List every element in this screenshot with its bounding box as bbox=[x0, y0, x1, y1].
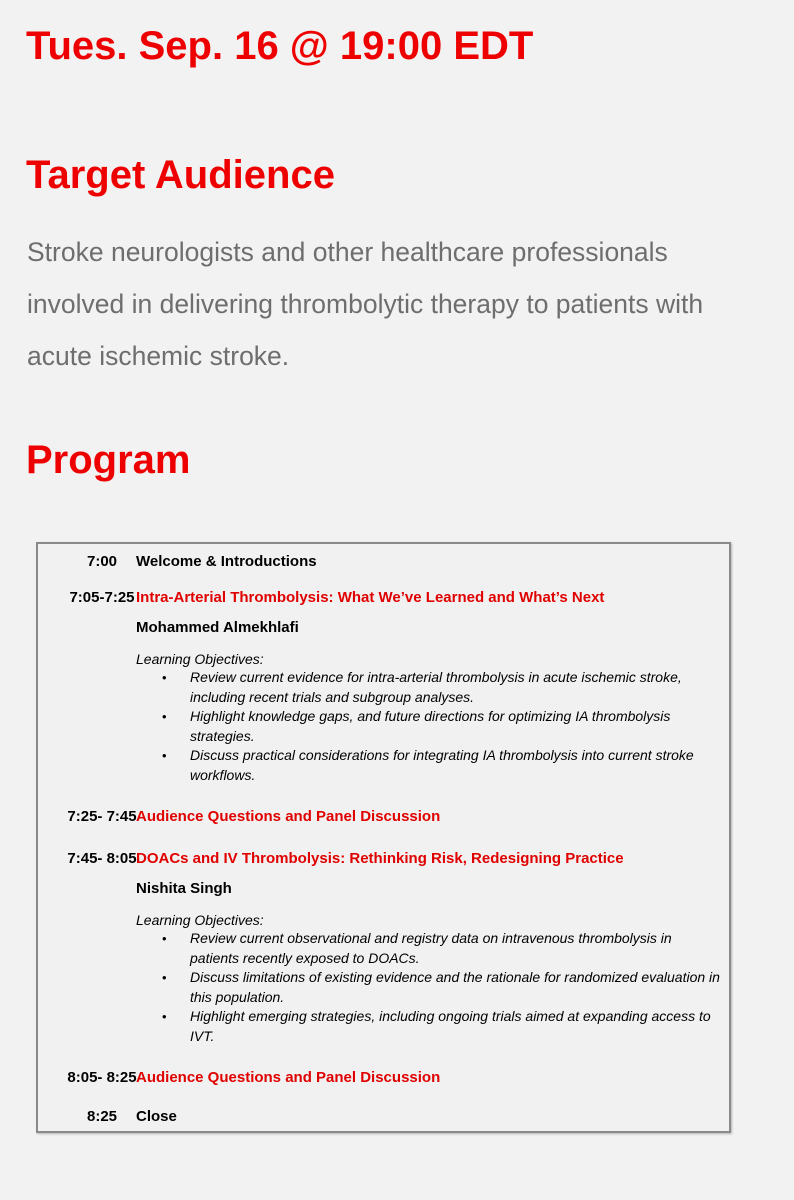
list-item: • Review current observational and registry data on intravenous thrombolysis in patients recently exposed to DOACs. bbox=[162, 930, 672, 966]
schedule-title: Intra-Arterial Thrombolysis: What We’ve Learned and What’s Next bbox=[136, 589, 605, 606]
learning-objectives-list bbox=[136, 929, 721, 1046]
bullet-icon: • bbox=[162, 970, 167, 985]
learning-objectives-list bbox=[136, 668, 721, 785]
target-audience-heading: Target Audience bbox=[26, 153, 335, 197]
schedule-title: Close bbox=[136, 1108, 177, 1125]
schedule-title: Welcome & Introductions bbox=[136, 553, 317, 570]
schedule-title: Audience Questions and Panel Discussion bbox=[136, 808, 441, 825]
list-item: • Highlight emerging strategies, including ongoing trials aimed at expanding access to IVT. bbox=[162, 1008, 711, 1044]
list-item: • Highlight knowledge gaps, and future directions for optimizing IA thrombolysis strategies. bbox=[162, 708, 671, 744]
schedule-time: 7:00 bbox=[86, 553, 118, 570]
bullet-icon: • bbox=[162, 709, 167, 724]
schedule-time: 8:05- 8:25 bbox=[67, 1069, 137, 1086]
bullet-icon: • bbox=[162, 670, 167, 685]
event-date-heading: Tues. Sep. 16 @ 19:00 EDT bbox=[26, 24, 534, 68]
list-item: • Discuss limitations of existing evidence and the rationale for randomized evaluation in this population. bbox=[162, 969, 720, 1005]
schedule-time: 7:05-7:25 bbox=[69, 589, 135, 606]
schedule-title: DOACs and IV Thrombolysis: Rethinking Risk, Redesigning Practice bbox=[136, 850, 624, 867]
program-heading: Program bbox=[26, 438, 191, 482]
speaker-name: Mohammed Almekhlafi bbox=[136, 619, 299, 636]
bullet-icon: • bbox=[162, 931, 167, 946]
learning-objectives-label: Learning Objectives: bbox=[136, 651, 264, 667]
learning-objectives-label: Learning Objectives: bbox=[136, 912, 264, 928]
speaker-name: Nishita Singh bbox=[136, 880, 232, 897]
program-schedule-card bbox=[36, 542, 731, 1133]
list-item: • Discuss practical considerations for integrating IA thrombolysis into current stroke workflows. bbox=[162, 747, 694, 783]
list-item: • Review current evidence for intra-arterial thrombolysis in acute ischemic stroke, including recent trials and subgroup analyses. bbox=[162, 669, 682, 705]
bullet-icon: • bbox=[162, 1009, 167, 1024]
schedule-time: 8:25 bbox=[86, 1108, 118, 1125]
bullet-icon: • bbox=[162, 748, 167, 763]
schedule-time: 7:45- 8:05 bbox=[67, 850, 137, 867]
target-audience-text: Stroke neurologists and other healthcare professionals involved in delivering thrombolytic therapy to patients with acute ischemic stroke. bbox=[27, 237, 704, 371]
schedule-time: 7:25- 7:45 bbox=[67, 808, 137, 825]
schedule-title: Audience Questions and Panel Discussion bbox=[136, 1069, 441, 1086]
